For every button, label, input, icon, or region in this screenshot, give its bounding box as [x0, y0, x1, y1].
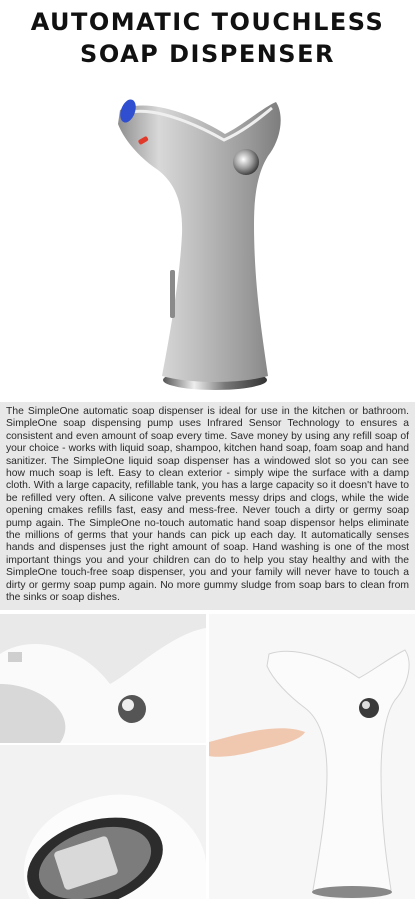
soap-level-window	[170, 270, 175, 318]
description-panel	[0, 402, 415, 610]
photo-closeup-spout	[0, 614, 206, 743]
pump-knob	[233, 149, 259, 175]
photo-base-underside	[0, 745, 206, 899]
title-line-2: SOAP DISPENSER	[80, 40, 335, 68]
product-hero-image	[0, 84, 415, 402]
title-line-1: AUTOMATIC TOUCHLESS	[30, 8, 385, 36]
page-title	[0, 6, 415, 70]
dispenser-body	[118, 102, 281, 382]
product-description: The SimpleOne automatic soap dispenser is ideal for use in the kitchen or bathroom. SimpleOne soap dispensing pump uses Infrared Sensor Technology to ensures a consistent and even amount of soap every time. Save money by using any refill soap of your choice - works with liquid soap, shampoo, kitchen hand soap, foam soap and hand sanitizer. The SimpleOne liquid soap dispenser has a windowed slot so you can see how much soap is left. Easy to clean exterior - simply wipe the surface with a damp cloth. With a large capacity, refillable tank, you has a large capacity so it doesn't have to be refilled very often. A silicone valve prevents messy drips and clogs, while the wide opening cmakes refills fast, easy and mess-free. Never touch a dirty or germy soap pump again. The SimpleOne no-touch automatic hand soap dispensor helps eliminate the millions of germs that your hands can pick up each day. It automatically senses hands and dispenses just the right amount of soap. Hand washing is one of the most important things you and your children can do to help you stay healthy and with the SimpleOne touch-free soap dispenser, you and your family will never have to touch a dirty or germy soap pump again. No more gummy sludge from soap bars to clean from the sinks or soap dishes.	[6, 406, 409, 604]
photo-dispenser-with-hand	[209, 614, 415, 899]
